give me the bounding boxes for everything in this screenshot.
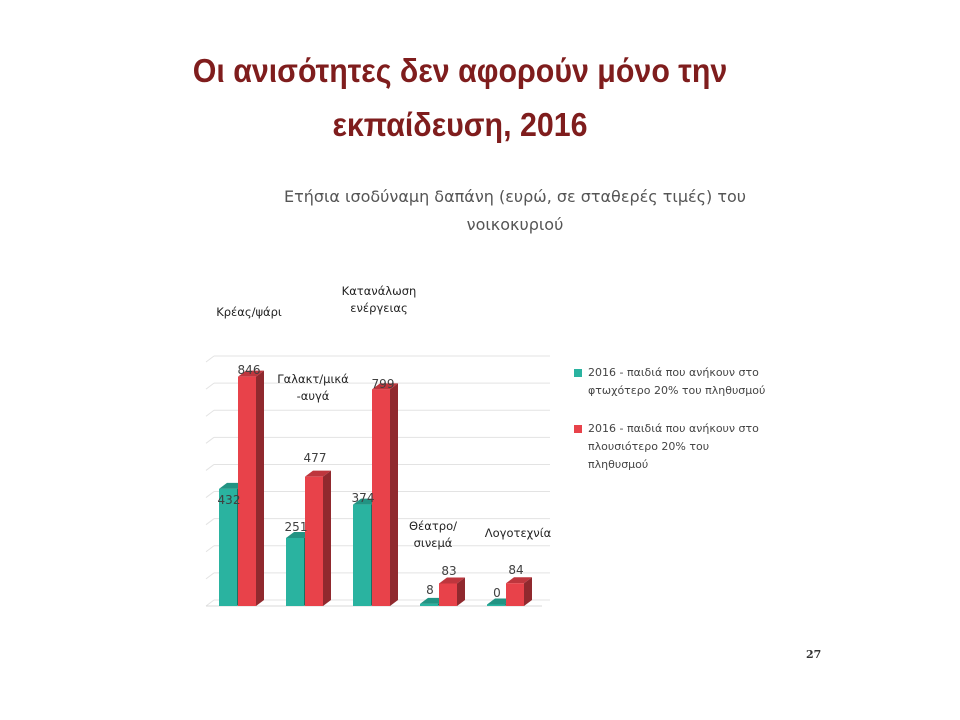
bar: [372, 389, 390, 606]
gridline-tick: [206, 356, 214, 362]
category-label: [409, 519, 457, 550]
gridline-tick: [206, 492, 214, 498]
gridline-tick: [206, 437, 214, 443]
legend-label-poorest: 2016 - παιδιά που ανήκουν στο φτωχότερο 20% του πληθυσμού: [588, 366, 766, 397]
category-label: [485, 526, 552, 540]
legend-label-richest: 2016 - παιδιά που ανήκουν στο πλουσιότερο 20% του πληθυσμού: [588, 422, 759, 471]
legend-swatch-poorest: [574, 369, 582, 377]
bar: [506, 583, 524, 606]
category-label-line: Λογοτεχνία: [484, 526, 552, 540]
data-label: 251: [284, 520, 308, 534]
data-label: 432: [217, 493, 241, 507]
gridline-tick: [206, 383, 214, 389]
category-label-line: Θέατρο/: [409, 519, 457, 533]
bar-side: [323, 471, 331, 606]
bar: [305, 477, 323, 606]
category-label-line: -αυγά: [296, 389, 330, 403]
data-label: 0: [493, 586, 501, 600]
data-label: 846: [237, 363, 261, 377]
data-label: 799: [371, 377, 395, 391]
data-label: 83: [441, 564, 457, 578]
legend-item-richest: [574, 420, 794, 474]
data-label: 477: [303, 451, 327, 465]
gridline-tick: [206, 519, 214, 525]
category-label-line: ενέργειας: [350, 301, 408, 315]
slide-title-text: Οι ανισότητες δεν αφορούν μόνο την εκπαίδευση, 2016: [192, 52, 728, 143]
gridline-tick: [206, 410, 214, 416]
category-label-line: Κρέας/ψάρι: [216, 305, 282, 319]
bars: [219, 371, 532, 606]
category-label-line: σινεμά: [413, 536, 453, 550]
bar: [420, 604, 438, 606]
gridline-tick: [206, 600, 214, 606]
category-label: [277, 372, 349, 403]
gridline-tick: [206, 573, 214, 579]
chart-title: Ετήσια ισοδύναμη δαπάνη (ευρώ, σε σταθερές τιμές) του νοικοκυριού: [283, 187, 747, 234]
legend-item-poorest: [574, 364, 794, 400]
category-label: [342, 284, 417, 315]
data-label: 8: [426, 583, 434, 597]
legend-swatch-richest: [574, 425, 582, 433]
page-number: 27: [806, 648, 822, 661]
category-label: [216, 305, 282, 319]
bar: [286, 538, 304, 606]
legend: [574, 364, 794, 494]
bar: [487, 605, 505, 607]
bar: [238, 377, 256, 606]
category-label-line: Γαλακτ/μικά: [277, 372, 349, 386]
category-label-line: Κατανάλωση: [341, 284, 417, 298]
bar-side: [390, 383, 398, 606]
bar: [353, 505, 371, 606]
data-label: 84: [508, 563, 524, 577]
gridline-tick: [206, 464, 214, 470]
data-label: 374: [351, 491, 375, 505]
gridline-tick: [206, 546, 214, 552]
bar: [439, 583, 457, 606]
bar-side: [256, 371, 264, 606]
